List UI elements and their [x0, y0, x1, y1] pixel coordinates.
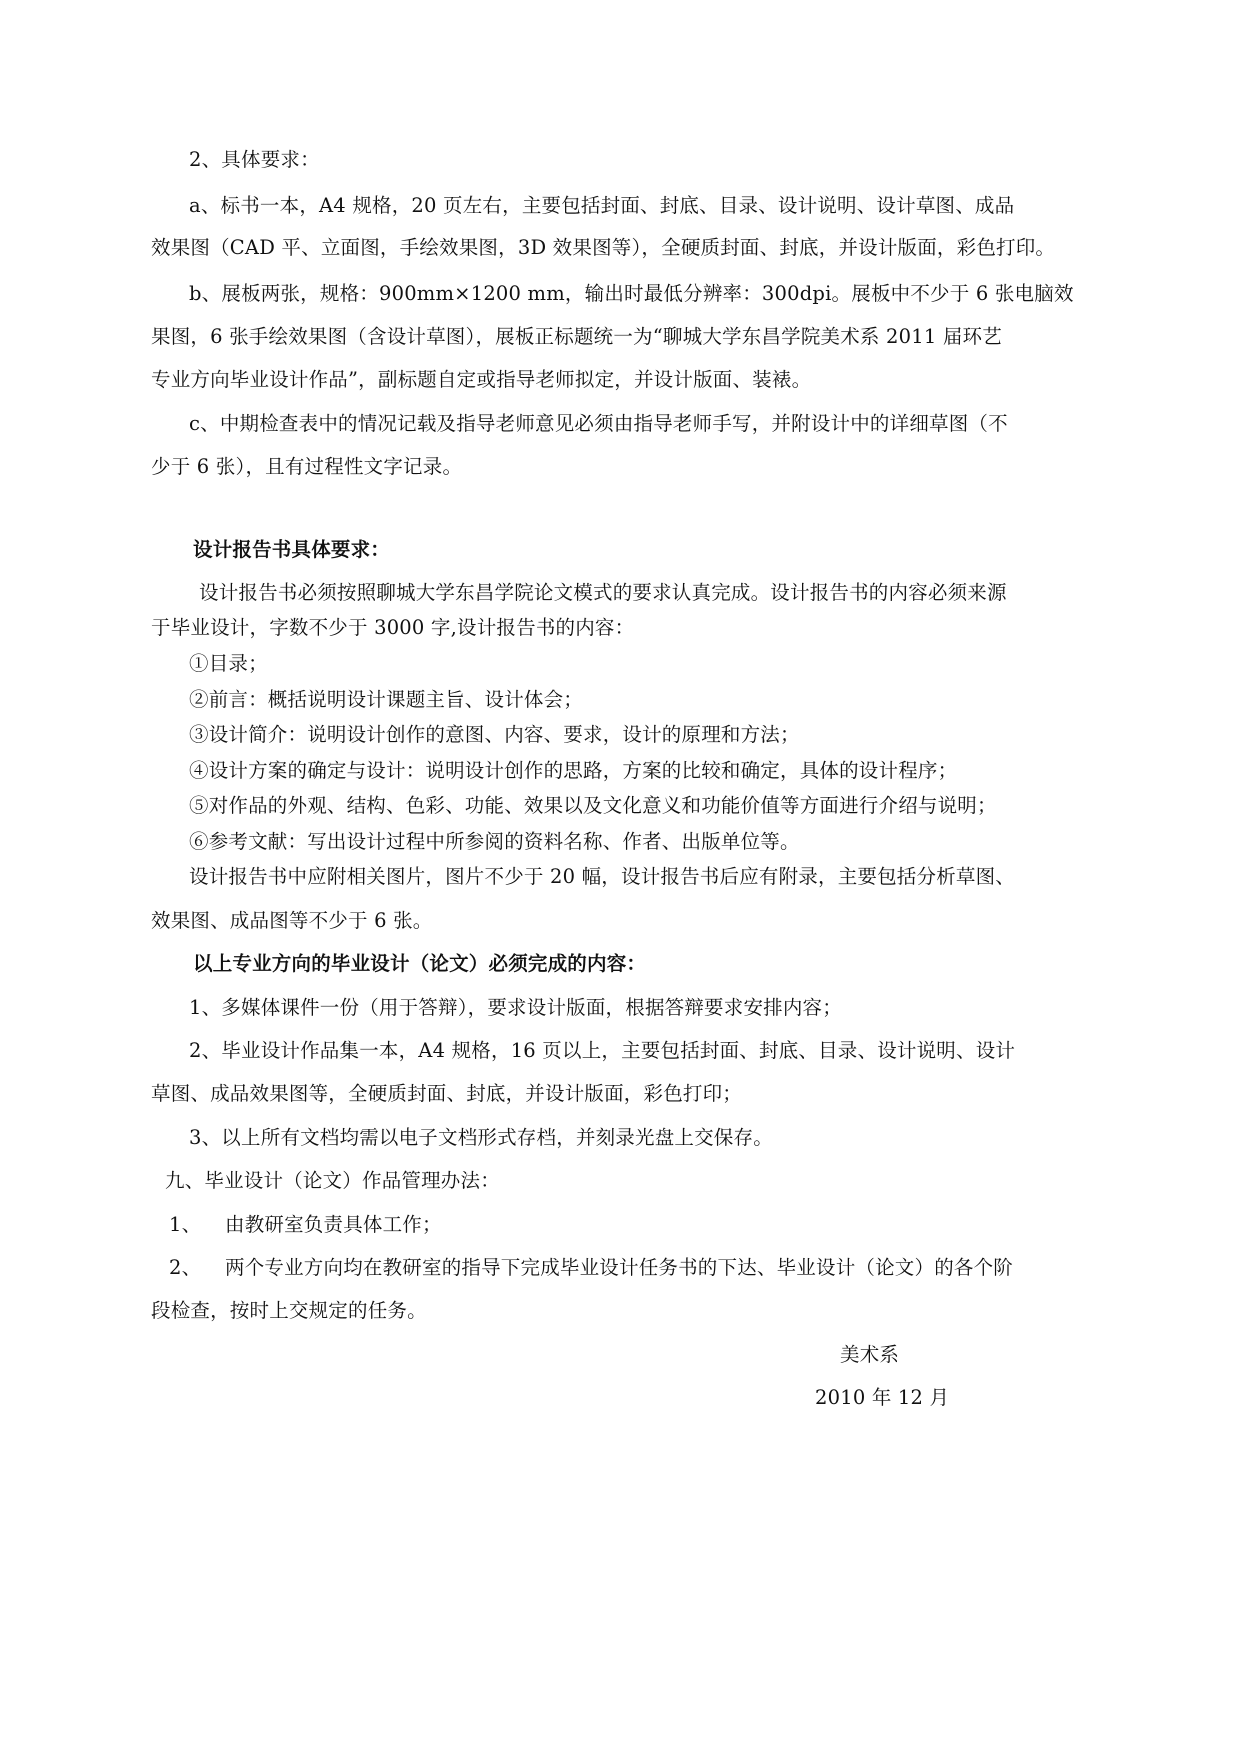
management-item-1-number: 1、 [169, 1213, 202, 1236]
specific-requirements-heading: 2、具体要求： [189, 148, 320, 171]
item-b-line-1: b、展板两张，规格：900mm×1200 mm，输出时最低分辨率：300dpi。展板中不少于 6 张电脑效 [189, 282, 1074, 305]
item-c-line-2: 少于 6 张），且有过程性文字记录。 [151, 455, 463, 478]
management-item-2-line-2: 段检查，按时上交规定的任务。 [151, 1299, 427, 1322]
report-item-6: ⑥参考文献：写出设计过程中所参阅的资料名称、作者、出版单位等。 [189, 830, 800, 853]
report-item-3: ③设计简介：说明设计创作的意图、内容、要求，设计的原理和方法； [189, 723, 800, 746]
report-intro-line-2: 于毕业设计，字数不少于 3000 字,设计报告书的内容： [151, 616, 635, 639]
management-item-2-number: 2、 [169, 1256, 202, 1279]
must-complete-item-2-line-2: 草图、成品效果图等，全硬质封面、封底，并设计版面，彩色打印； [151, 1082, 743, 1105]
report-intro-line-1: 设计报告书必须按照聊城大学东昌学院论文模式的要求认真完成。设计报告书的内容必须来源 [199, 581, 1007, 604]
item-a-line-1: a、标书一本，A4 规格，20 页左右，主要包括封面、封底、目录、设计说明、设计草图、成品 [189, 194, 1015, 217]
report-item-5: ⑤对作品的外观、结构、色彩、功能、效果以及文化意义和功能价值等方面进行介绍与说明； [189, 794, 997, 817]
item-b-line-3: 专业方向毕业设计作品”，副标题自定或指导老师拟定，并设计版面、装裱。 [151, 368, 812, 391]
must-complete-item-2-line-1: 2、毕业设计作品集一本，A4 规格，16 页以上，主要包括封面、封底、目录、设计说明、设计 [189, 1039, 1016, 1062]
report-heading: 设计报告书具体要求： [193, 538, 391, 561]
item-b-line-2: 果图，6 张手绘效果图（含设计草图），展板正标题统一为“聊城大学东昌学院美术系 2011 届环艺 [151, 325, 1002, 348]
report-item-1: ①目录； [189, 652, 268, 675]
report-images-line-2: 效果图、成品图等不少于 6 张。 [151, 909, 433, 932]
signature-date: 2010 年 12 月 [815, 1386, 950, 1409]
management-heading: 九、毕业设计（论文）作品管理办法： [165, 1169, 500, 1192]
management-item-2-text: 两个专业方向均在教研室的指导下完成毕业设计任务书的下达、毕业设计（论文）的各个阶 [225, 1256, 1014, 1279]
signature-department: 美术系 [840, 1343, 900, 1366]
management-item-1 [169, 1212, 442, 1238]
management-item-2-line-1 [169, 1255, 1013, 1281]
report-item-2: ②前言：概括说明设计课题主旨、设计体会； [189, 688, 584, 711]
report-images-line-1: 设计报告书中应附相关图片，图片不少于 20 幅，设计报告书后应有附录，主要包括分析草图、 [189, 865, 1016, 888]
item-a-line-2: 效果图（CAD 平、立面图，手绘效果图，3D 效果图等），全硬质封面、封底，并设计版面，彩色打印。 [151, 236, 1056, 259]
must-complete-item-3: 3、以上所有文档均需以电子文档形式存档，并刻录光盘上交保存。 [189, 1126, 773, 1149]
must-complete-item-1: 1、多媒体课件一份（用于答辩），要求设计版面，根据答辩要求安排内容； [189, 996, 842, 1019]
item-c-line-1: c、中期检查表中的情况记载及指导老师意见必须由指导老师手写，并附设计中的详细草图（不 [189, 412, 1008, 435]
management-item-1-text: 由教研室负责具体工作； [225, 1213, 442, 1236]
must-complete-heading: 以上专业方向的毕业设计（论文）必须完成的内容： [193, 952, 647, 975]
report-item-4: ④设计方案的确定与设计：说明设计创作的思路，方案的比较和确定，具体的设计程序； [189, 759, 958, 782]
